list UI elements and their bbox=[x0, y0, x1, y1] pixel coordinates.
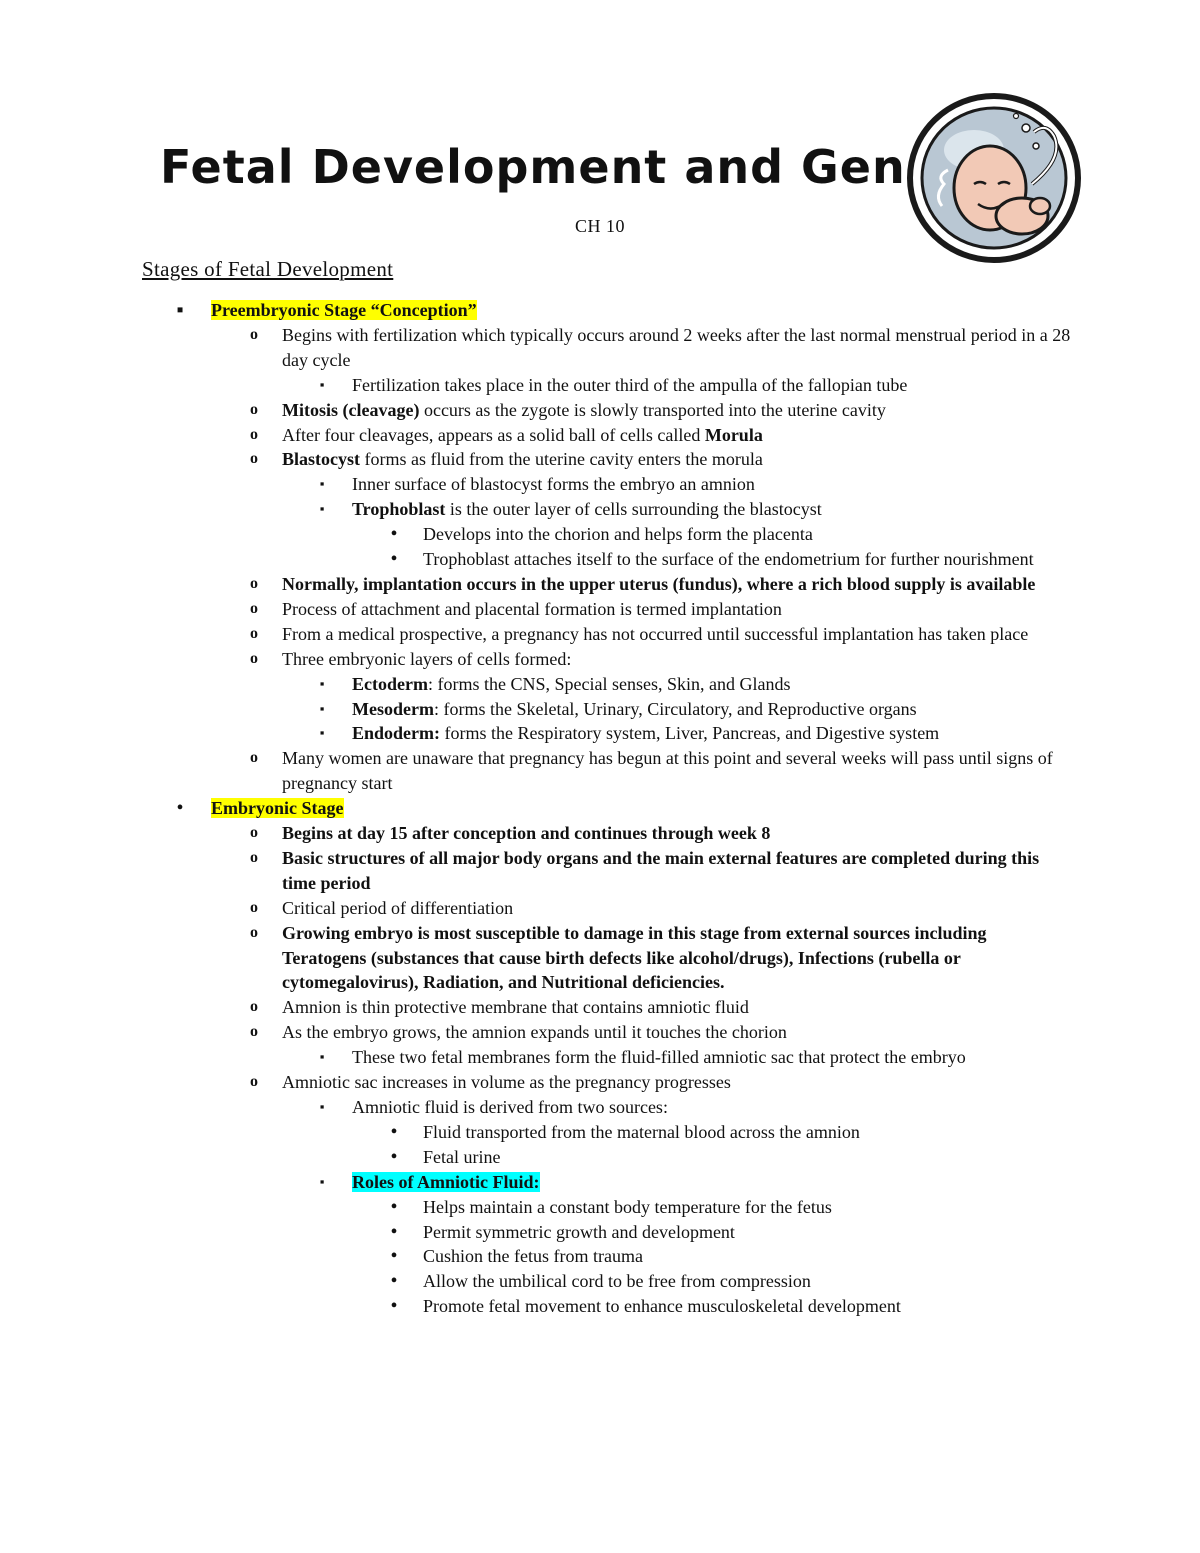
bullet-icon: ▪ bbox=[319, 501, 325, 517]
outline-item-level-2 bbox=[0, 597, 1072, 622]
bullet-icon: o bbox=[250, 450, 258, 468]
outline-item-level-2 bbox=[0, 921, 1072, 996]
outline-item-text: Cushion the fetus from trauma bbox=[423, 1246, 643, 1267]
outline-item-text: Embryonic Stage bbox=[211, 798, 344, 819]
section-title: Stages of Fetal Development bbox=[142, 257, 394, 281]
bullet-icon: • bbox=[390, 1120, 398, 1143]
outline-item-text: Preembryonic Stage “Conception” bbox=[211, 300, 477, 320]
outline-item-level-4 bbox=[0, 1244, 1073, 1269]
bullet-icon: • bbox=[390, 1245, 398, 1268]
outline-item-level-2 bbox=[0, 647, 1072, 672]
document-title: Fetal Development and Gen bbox=[160, 140, 906, 194]
bullet-icon: ▪ bbox=[319, 476, 325, 492]
outline-item-text: is the outer layer of cells surrounding the blastocyst bbox=[445, 499, 822, 520]
bullet-icon: o bbox=[250, 824, 258, 842]
outline-item-text: Trophoblast bbox=[352, 499, 446, 520]
outline-item-level-1 bbox=[0, 298, 1071, 323]
bullet-icon: • bbox=[390, 1220, 398, 1243]
outline-item-text: Process of attachment and placental formation is termed implantation bbox=[282, 598, 782, 619]
outline-item-level-2 bbox=[0, 896, 1072, 921]
bullet-icon: ▪ bbox=[319, 1173, 325, 1189]
bullet-icon: o bbox=[250, 574, 258, 592]
outline-item-level-3 bbox=[0, 497, 1072, 522]
outline-item-level-4 bbox=[0, 1220, 1073, 1245]
outline-item-text: Allow the umbilical cord to be free from compression bbox=[423, 1271, 811, 1292]
bullet-icon: o bbox=[250, 1073, 258, 1091]
outline-item-text: Inner surface of blastocyst forms the embryo an amnion bbox=[352, 474, 755, 495]
outline-item-text: These two fetal membranes form the fluid-filled amniotic sac that protect the embryo bbox=[352, 1047, 966, 1068]
bullet-icon: ▪ bbox=[319, 700, 325, 716]
outline-item-text: : forms the CNS, Special senses, Skin, and Glands bbox=[427, 673, 791, 694]
outline-item-level-4 bbox=[0, 1294, 1073, 1319]
outline-item-text: Fluid transported from the maternal blood across the amnion bbox=[423, 1121, 860, 1142]
outline-item-level-4 bbox=[0, 1195, 1073, 1220]
bullet-icon: • bbox=[390, 1270, 398, 1293]
outline-item-text: Amnion is thin protective membrane that contains amniotic fluid bbox=[282, 997, 749, 1018]
outline-item-text: Mesoderm bbox=[352, 698, 434, 719]
outline-item-level-3 bbox=[0, 697, 1072, 722]
outline-item-level-2 bbox=[0, 821, 1072, 846]
outline-item-text: Growing embryo is most susceptible to damage in this stage from external sources including Teratogens (substances that cause birth defects like alcohol/drugs), Infections (rubella or cytomegalovirus), Radiation, and Nutritional deficiencies. bbox=[282, 922, 987, 993]
outline-item-level-2 bbox=[0, 572, 1072, 597]
bullet-icon: ▪ bbox=[319, 376, 325, 392]
outline-item-text: Permit symmetric growth and development bbox=[423, 1221, 735, 1242]
outline-item-level-2 bbox=[0, 1070, 1072, 1095]
outline-item-level-2 bbox=[0, 323, 1072, 373]
outline-item-text: Endoderm: bbox=[352, 723, 441, 744]
outline-item-text: Roles of Amniotic Fluid: bbox=[352, 1171, 540, 1192]
outline-item-level-2 bbox=[0, 746, 1072, 796]
outline-item-text: Normally, implantation occurs in the upper uterus (fundus), where a rich blood supply is available bbox=[282, 573, 1036, 594]
outline-item-text: forms the Respiratory system, Liver, Pancreas, and Digestive system bbox=[440, 723, 940, 744]
outline-item-level-4 bbox=[0, 522, 1073, 547]
outline-item-text: After four cleavages, appears as a solid ball of cells called bbox=[282, 424, 705, 445]
outline-item-text: Blastocyst bbox=[282, 449, 360, 470]
outline-item-level-3 bbox=[0, 1045, 1072, 1070]
bullet-icon: o bbox=[250, 649, 258, 667]
outline-item-text: Ectoderm bbox=[352, 673, 428, 694]
bullet-icon: ▪ bbox=[319, 725, 325, 741]
outline-item-text: Mitosis (cleavage) bbox=[282, 399, 420, 420]
outline-item-text: From a medical prospective, a pregnancy has not occurred until successful implantation has taken place bbox=[282, 623, 1029, 644]
outline-item-text: As the embryo grows, the amnion expands until it touches the chorion bbox=[282, 1022, 787, 1043]
outline-item-level-2 bbox=[0, 995, 1072, 1020]
outline-item-level-4 bbox=[0, 1145, 1073, 1170]
bullet-icon: o bbox=[250, 1023, 258, 1041]
outline-item-text: Basic structures of all major body organs and the main external features are completed during this time period bbox=[282, 847, 1040, 893]
bullet-icon: o bbox=[250, 400, 258, 418]
bullet-icon: ▪ bbox=[176, 299, 184, 321]
outline-item-text: Trophoblast attaches itself to the surface of the endometrium for further nourishment bbox=[423, 549, 1034, 570]
outline-item-level-2 bbox=[0, 846, 1072, 896]
outline-item-text: Helps maintain a constant body temperature for the fetus bbox=[423, 1196, 832, 1217]
bullet-icon: o bbox=[250, 325, 258, 343]
bullet-icon: • bbox=[390, 1195, 398, 1218]
outline-item-level-2 bbox=[0, 1020, 1072, 1045]
outline-item-text: occurs as the zygote is slowly transported into the uterine cavity bbox=[419, 399, 886, 420]
outline-item-text: Many women are unaware that pregnancy has begun at this point and several weeks will pass until signs of pregnancy start bbox=[282, 748, 1053, 794]
outline-item-text: Develops into the chorion and helps form the placenta bbox=[423, 524, 813, 545]
notes-outline bbox=[0, 298, 1200, 1319]
outline-item-text: Critical period of differentiation bbox=[282, 897, 514, 918]
outline-item-text: Promote fetal movement to enhance musculoskeletal development bbox=[423, 1296, 901, 1317]
outline-item-text: forms as fluid from the uterine cavity enters the morula bbox=[360, 449, 763, 470]
bullet-icon: o bbox=[250, 599, 258, 617]
outline-item-text: : forms the Skeletal, Urinary, Circulatory, and Reproductive organs bbox=[433, 698, 917, 719]
outline-item-text: Fertilization takes place in the outer third of the ampulla of the fallopian tube bbox=[352, 374, 908, 395]
outline-item-text: Begins at day 15 after conception and continues through week 8 bbox=[282, 823, 771, 844]
bullet-icon: o bbox=[250, 898, 258, 916]
outline-item-text: Begins with fertilization which typically occurs around 2 weeks after the last normal menstrual period in a 28 day cycle bbox=[282, 324, 1071, 370]
bullet-icon: o bbox=[250, 998, 258, 1016]
outline-item-level-4 bbox=[0, 1269, 1073, 1294]
bullet-icon: o bbox=[250, 848, 258, 866]
bullet-icon: ▪ bbox=[319, 1049, 325, 1065]
outline-item-text: Amniotic fluid is derived from two sources: bbox=[352, 1097, 668, 1117]
chapter-label: CH 10 bbox=[574, 216, 625, 236]
outline-item-level-3 bbox=[0, 672, 1072, 697]
outline-item-level-4 bbox=[0, 547, 1073, 572]
bullet-icon: • bbox=[176, 797, 184, 820]
outline-item-level-3 bbox=[0, 721, 1072, 746]
outline-item-level-1 bbox=[0, 796, 1071, 821]
bullet-icon: o bbox=[250, 425, 258, 443]
bullet-icon: o bbox=[250, 624, 258, 642]
bullet-icon: • bbox=[390, 1145, 398, 1168]
outline-item-level-3 bbox=[0, 373, 1072, 398]
outline-item-text: Morula bbox=[704, 424, 763, 445]
outline-item-level-2 bbox=[0, 423, 1072, 448]
outline-item-level-2 bbox=[0, 398, 1072, 423]
outline-item-level-4 bbox=[0, 1120, 1073, 1145]
outline-item-text: Fetal urine bbox=[423, 1146, 501, 1167]
outline-item-level-2 bbox=[0, 447, 1072, 472]
bullet-icon: ▪ bbox=[319, 1099, 325, 1114]
outline-item-level-3 bbox=[0, 472, 1072, 497]
outline-item-text: Three embryonic layers of cells formed: bbox=[282, 648, 572, 669]
fetus-in-womb-icon bbox=[904, 88, 1084, 268]
bullet-icon: o bbox=[250, 923, 258, 941]
outline-item-text: Amniotic sac increases in volume as the pregnancy progresses bbox=[282, 1072, 731, 1093]
outline-item-level-3 bbox=[0, 1170, 1072, 1195]
bullet-icon: ▪ bbox=[319, 675, 325, 691]
outline-item-level-2 bbox=[0, 622, 1072, 647]
bullet-icon: • bbox=[390, 523, 398, 546]
bullet-icon: o bbox=[250, 749, 258, 767]
outline-item-level-3 bbox=[0, 1095, 1072, 1120]
bullet-icon: • bbox=[390, 1295, 398, 1318]
bullet-icon: • bbox=[390, 548, 398, 571]
